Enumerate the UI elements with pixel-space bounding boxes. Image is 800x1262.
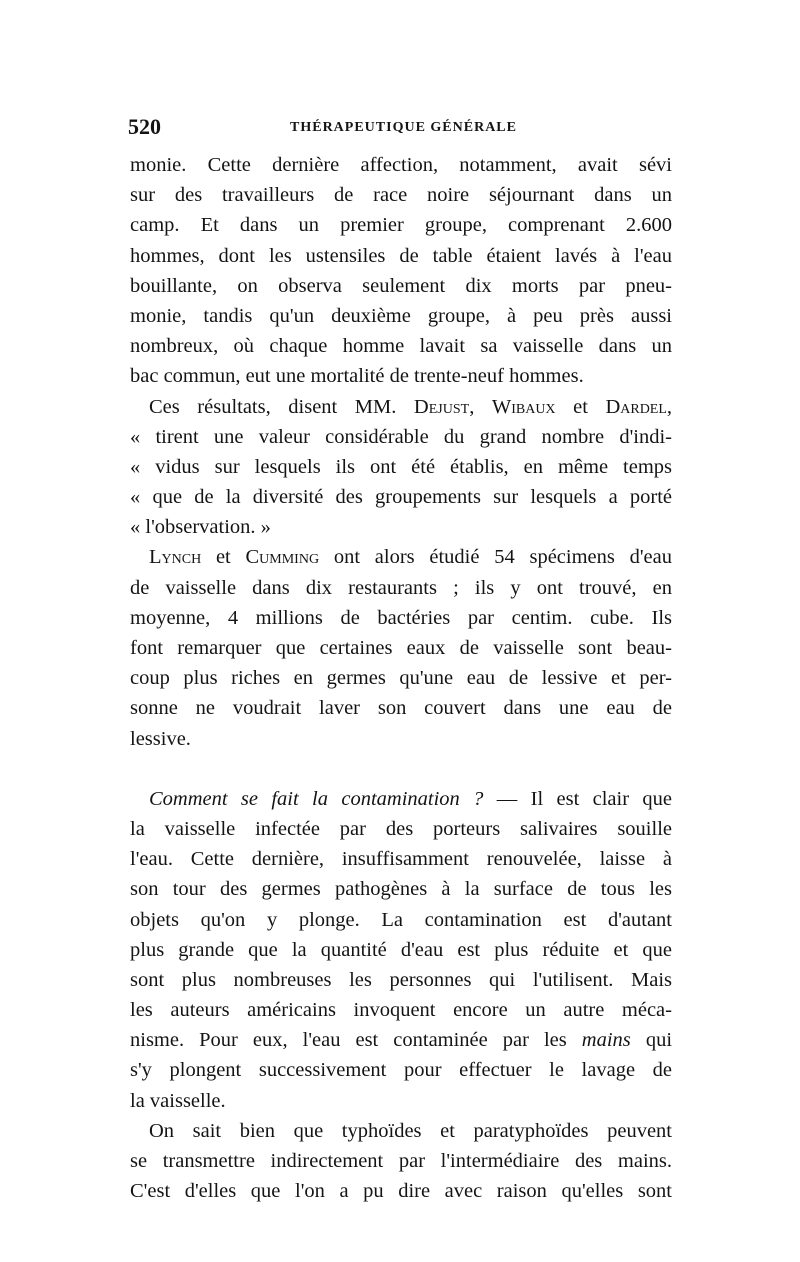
text-line: « l'observation. »	[130, 516, 271, 539]
text-line: s'y plongent successivement pour effectuer le lavage de	[130, 1059, 672, 1082]
text-line: sont plus nombreuses les personnes qui l'utilisent. Mais	[130, 968, 672, 991]
text-line-paragraph-start	[130, 784, 672, 814]
text-line: monie. Cette dernière affection, notamment, avait sévi	[130, 154, 672, 176]
text-line: « que de la diversité des groupements sur lesquels a porté	[130, 486, 672, 509]
conjunction: et	[573, 395, 588, 418]
section-gap	[130, 754, 672, 784]
body-text	[130, 150, 672, 1206]
author-name: Dardel	[605, 395, 667, 418]
text-line: objets qu'on y plonge. La contamination est d'autant	[130, 908, 672, 931]
author-name: Dejust	[413, 395, 470, 418]
section-question: Comment se fait la contamination ?	[149, 787, 484, 810]
author-name: Cumming	[245, 546, 320, 569]
p4-rest: — Il est clair que	[496, 787, 672, 810]
text-line: lessive.	[130, 727, 191, 750]
text-line: la vaisselle.	[130, 1089, 226, 1112]
text-line: se transmettre indirectement par l'intermédiaire des mains.	[130, 1150, 672, 1172]
text-line: monie, tandis qu'un deuxième groupe, à peu près aussi	[130, 304, 672, 327]
text-line: nombreux, où chaque homme lavait sa vaisselle dans un	[130, 335, 672, 358]
author-name: Wibaux	[491, 395, 556, 418]
text-line: « tirent une valeur considérable du grand nombre d'indi-	[130, 425, 672, 448]
text-line: plus grande que la quantité d'eau est plus réduite et que	[130, 938, 672, 961]
line-end: qui	[645, 1029, 672, 1052]
text-line: C'est d'elles que l'on a pu dire avec raison qu'elles sont	[130, 1180, 672, 1203]
text-line: font remarquer que certaines eaux de vaisselle sont beau-	[130, 637, 672, 659]
text-line: de vaisselle dans dix restaurants ; ils y ont trouvé, en	[130, 576, 672, 599]
text-line: l'eau. Cette dernière, insuffisamment renouvelée, laisse à	[130, 848, 672, 871]
running-head	[128, 114, 673, 140]
conjunction: et	[215, 546, 231, 569]
punctuation: ,	[666, 395, 672, 418]
text-line	[130, 1025, 672, 1055]
text-line: coup plus riches en germes qu'une eau de lessive et per-	[130, 667, 672, 690]
text-line: la vaisselle infectée par des porteurs salivaires souille	[130, 817, 672, 840]
page-number: 520	[128, 114, 161, 139]
emphasis-mains: mains	[581, 1029, 631, 1052]
text-line: « vidus sur lesquels ils ont été établis, en même temps	[130, 455, 672, 478]
text-line: hommes, dont les ustensiles de table étaient lavés à l'eau	[130, 244, 672, 267]
text-line-paragraph-start	[130, 542, 672, 572]
text-line-paragraph-start: On sait bien que typhoïdes et paratyphoïdes peuvent	[149, 1119, 672, 1142]
punctuation: ,	[469, 395, 475, 418]
text-line: les auteurs américains invoquent encore un autre méca-	[130, 999, 672, 1022]
text-line: moyenne, 4 millions de bactéries par centim. cube. Ils	[130, 606, 672, 629]
text-line: bac commun, eut une mortalité de trente-neuf hommes.	[130, 365, 584, 388]
text-line: camp. Et dans un premier groupe, comprenant 2.600	[130, 214, 672, 237]
running-title: THÉRAPEUTIQUE GÉNÉRALE	[290, 120, 517, 135]
text-line: sur des travailleurs de race noire séjournant dans un	[130, 184, 672, 207]
p2-start: Ces résultats, disent MM.	[149, 395, 397, 418]
author-name: Lynch	[149, 546, 202, 569]
text-line: bouillante, on observa seulement dix morts par pneu-	[130, 274, 672, 297]
p3-rest: ont alors étudié 54 spécimens d'eau	[333, 546, 672, 569]
line-start: nisme. Pour eux, l'eau est contaminée par les	[130, 1029, 567, 1052]
text-line: sonne ne voudrait laver son couvert dans une eau de	[130, 697, 672, 720]
text-line-paragraph-start	[130, 392, 672, 422]
text-line: son tour des germes pathogènes à la surface de tous les	[130, 878, 672, 901]
